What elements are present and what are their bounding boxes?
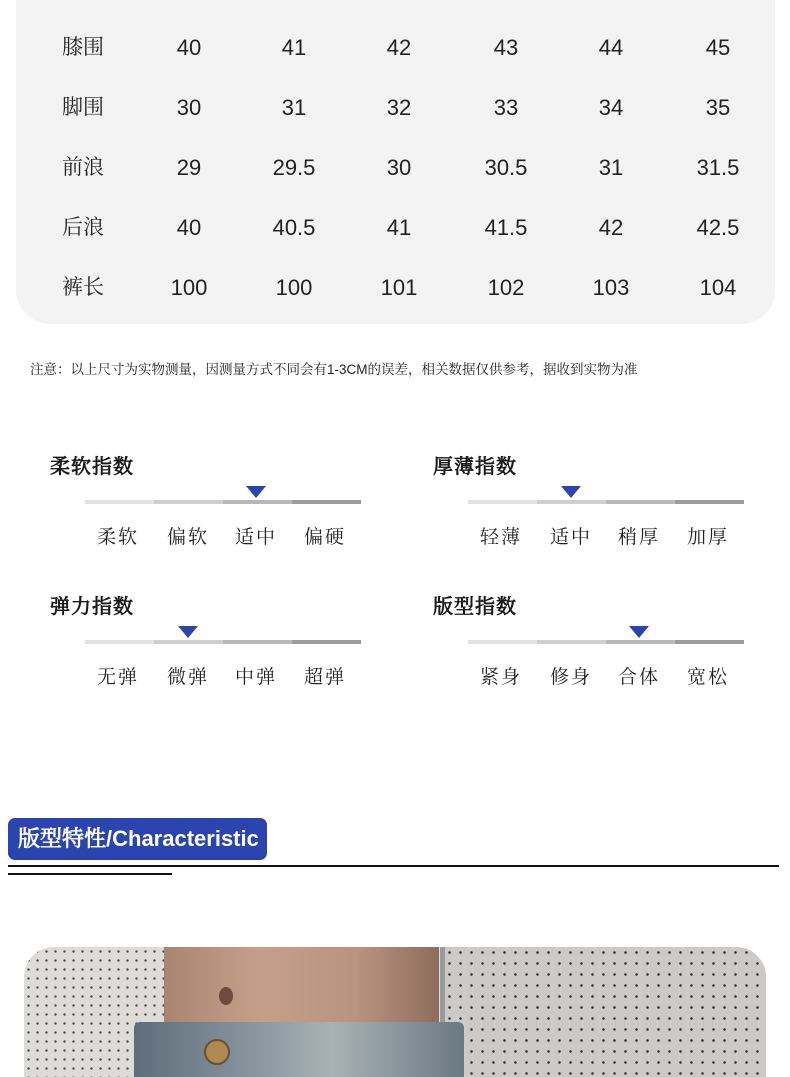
- table-cell: 33: [493, 95, 519, 120]
- table-cell: 31: [598, 155, 624, 180]
- table-cell: 35: [705, 95, 731, 120]
- size-table: [16, 0, 775, 324]
- table-cell: 31: [281, 95, 307, 120]
- scale-option: 修身: [549, 667, 592, 688]
- scale-segment: [292, 640, 361, 644]
- row-label: 裤长: [62, 276, 104, 299]
- scale-option: 紧身: [479, 667, 522, 688]
- table-cell: 42: [386, 35, 412, 60]
- table-cell: 100: [170, 275, 208, 300]
- index-title: 柔软指数: [50, 456, 134, 478]
- scale-option: 偏硬: [303, 527, 346, 548]
- row-label: 脚围: [62, 96, 104, 119]
- scale-segment: [606, 500, 675, 504]
- model-navel: [219, 987, 233, 1005]
- scale-option: 适中: [234, 527, 277, 548]
- measurement-note: 注意：以上尺寸为实物测量，因测量方式不同会有1-3CM的误差，相关数据仅供参考，据收到实物为准: [30, 362, 638, 377]
- scale-option: 微弹: [166, 667, 209, 688]
- scale-segment: [223, 500, 292, 504]
- indicator-triangle-icon: [561, 486, 581, 498]
- scale-option: 偏软: [166, 527, 209, 548]
- fit-index: [433, 590, 753, 700]
- table-cell: 30: [386, 155, 412, 180]
- photo-background: [444, 947, 766, 1077]
- scale-option: 无弹: [96, 667, 139, 688]
- table-cell: 102: [487, 275, 525, 300]
- table-cell: 41: [281, 35, 307, 60]
- table-cell: 103: [592, 275, 630, 300]
- row-label: 后浪: [62, 216, 104, 239]
- divider: [8, 865, 779, 867]
- scale-segment: [223, 640, 292, 644]
- scale-segment: [292, 500, 361, 504]
- scale-segment: [675, 500, 744, 504]
- table-cell: 101: [380, 275, 418, 300]
- table-cell: 31.5: [696, 155, 740, 180]
- row-label: 前浪: [62, 156, 104, 179]
- divider: [8, 873, 172, 875]
- table-row: [16, 208, 775, 248]
- scale-option: 稍厚: [617, 527, 660, 548]
- table-cell: 29: [176, 155, 202, 180]
- table-cell: 45: [705, 35, 731, 60]
- table-cell: 32: [386, 95, 412, 120]
- elasticity-index: [50, 590, 370, 700]
- scale-option: 宽松: [686, 667, 729, 688]
- scale-segment: [468, 500, 537, 504]
- jeans-waistband: [134, 1022, 464, 1077]
- table-row: [16, 88, 775, 128]
- table-cell: 41: [386, 215, 412, 240]
- scale-segment: [468, 640, 537, 644]
- table-cell: 40.5: [272, 215, 316, 240]
- scale-option: 轻薄: [479, 527, 522, 548]
- scale-option: 超弹: [303, 667, 346, 688]
- scale-segment: [537, 640, 606, 644]
- section-title-badge: 版型特性/Characteristic: [8, 818, 267, 860]
- softness-index: [50, 450, 370, 560]
- scale-segment: [85, 640, 154, 644]
- table-row: [16, 148, 775, 188]
- indicator-triangle-icon: [629, 626, 649, 638]
- scale-option: 柔软: [96, 527, 139, 548]
- scale-option: 中弹: [234, 667, 277, 688]
- scale-option: 合体: [617, 667, 660, 688]
- thickness-index: [433, 450, 753, 560]
- table-cell: 42: [598, 215, 624, 240]
- scale-segment: [537, 500, 606, 504]
- table-cell: 42.5: [696, 215, 740, 240]
- scale-segment: [606, 640, 675, 644]
- table-cell: 100: [275, 275, 313, 300]
- table-cell: 40: [176, 215, 202, 240]
- table-cell: 30: [176, 95, 202, 120]
- scale-segment: [154, 640, 223, 644]
- product-photo: [24, 947, 766, 1077]
- table-row: [16, 28, 775, 68]
- row-label: 膝围: [62, 36, 104, 59]
- scale-segment: [675, 640, 744, 644]
- scale-segment: [154, 500, 223, 504]
- table-cell: 30.5: [484, 155, 528, 180]
- indicator-triangle-icon: [246, 486, 266, 498]
- table-row: [16, 268, 775, 308]
- scale-segment: [85, 500, 154, 504]
- table-cell: 29.5: [272, 155, 316, 180]
- table-cell: 41.5: [484, 215, 528, 240]
- table-cell: 44: [598, 35, 624, 60]
- table-cell: 104: [699, 275, 737, 300]
- index-title: 版型指数: [433, 596, 517, 618]
- scale-option: 加厚: [686, 527, 729, 548]
- index-title: 弹力指数: [50, 596, 134, 618]
- indicator-triangle-icon: [178, 626, 198, 638]
- scale-option: 适中: [549, 527, 592, 548]
- table-cell: 34: [598, 95, 624, 120]
- table-cell: 40: [176, 35, 202, 60]
- jeans-button-icon: [204, 1039, 230, 1065]
- index-title: 厚薄指数: [433, 456, 517, 478]
- table-cell: 43: [493, 35, 519, 60]
